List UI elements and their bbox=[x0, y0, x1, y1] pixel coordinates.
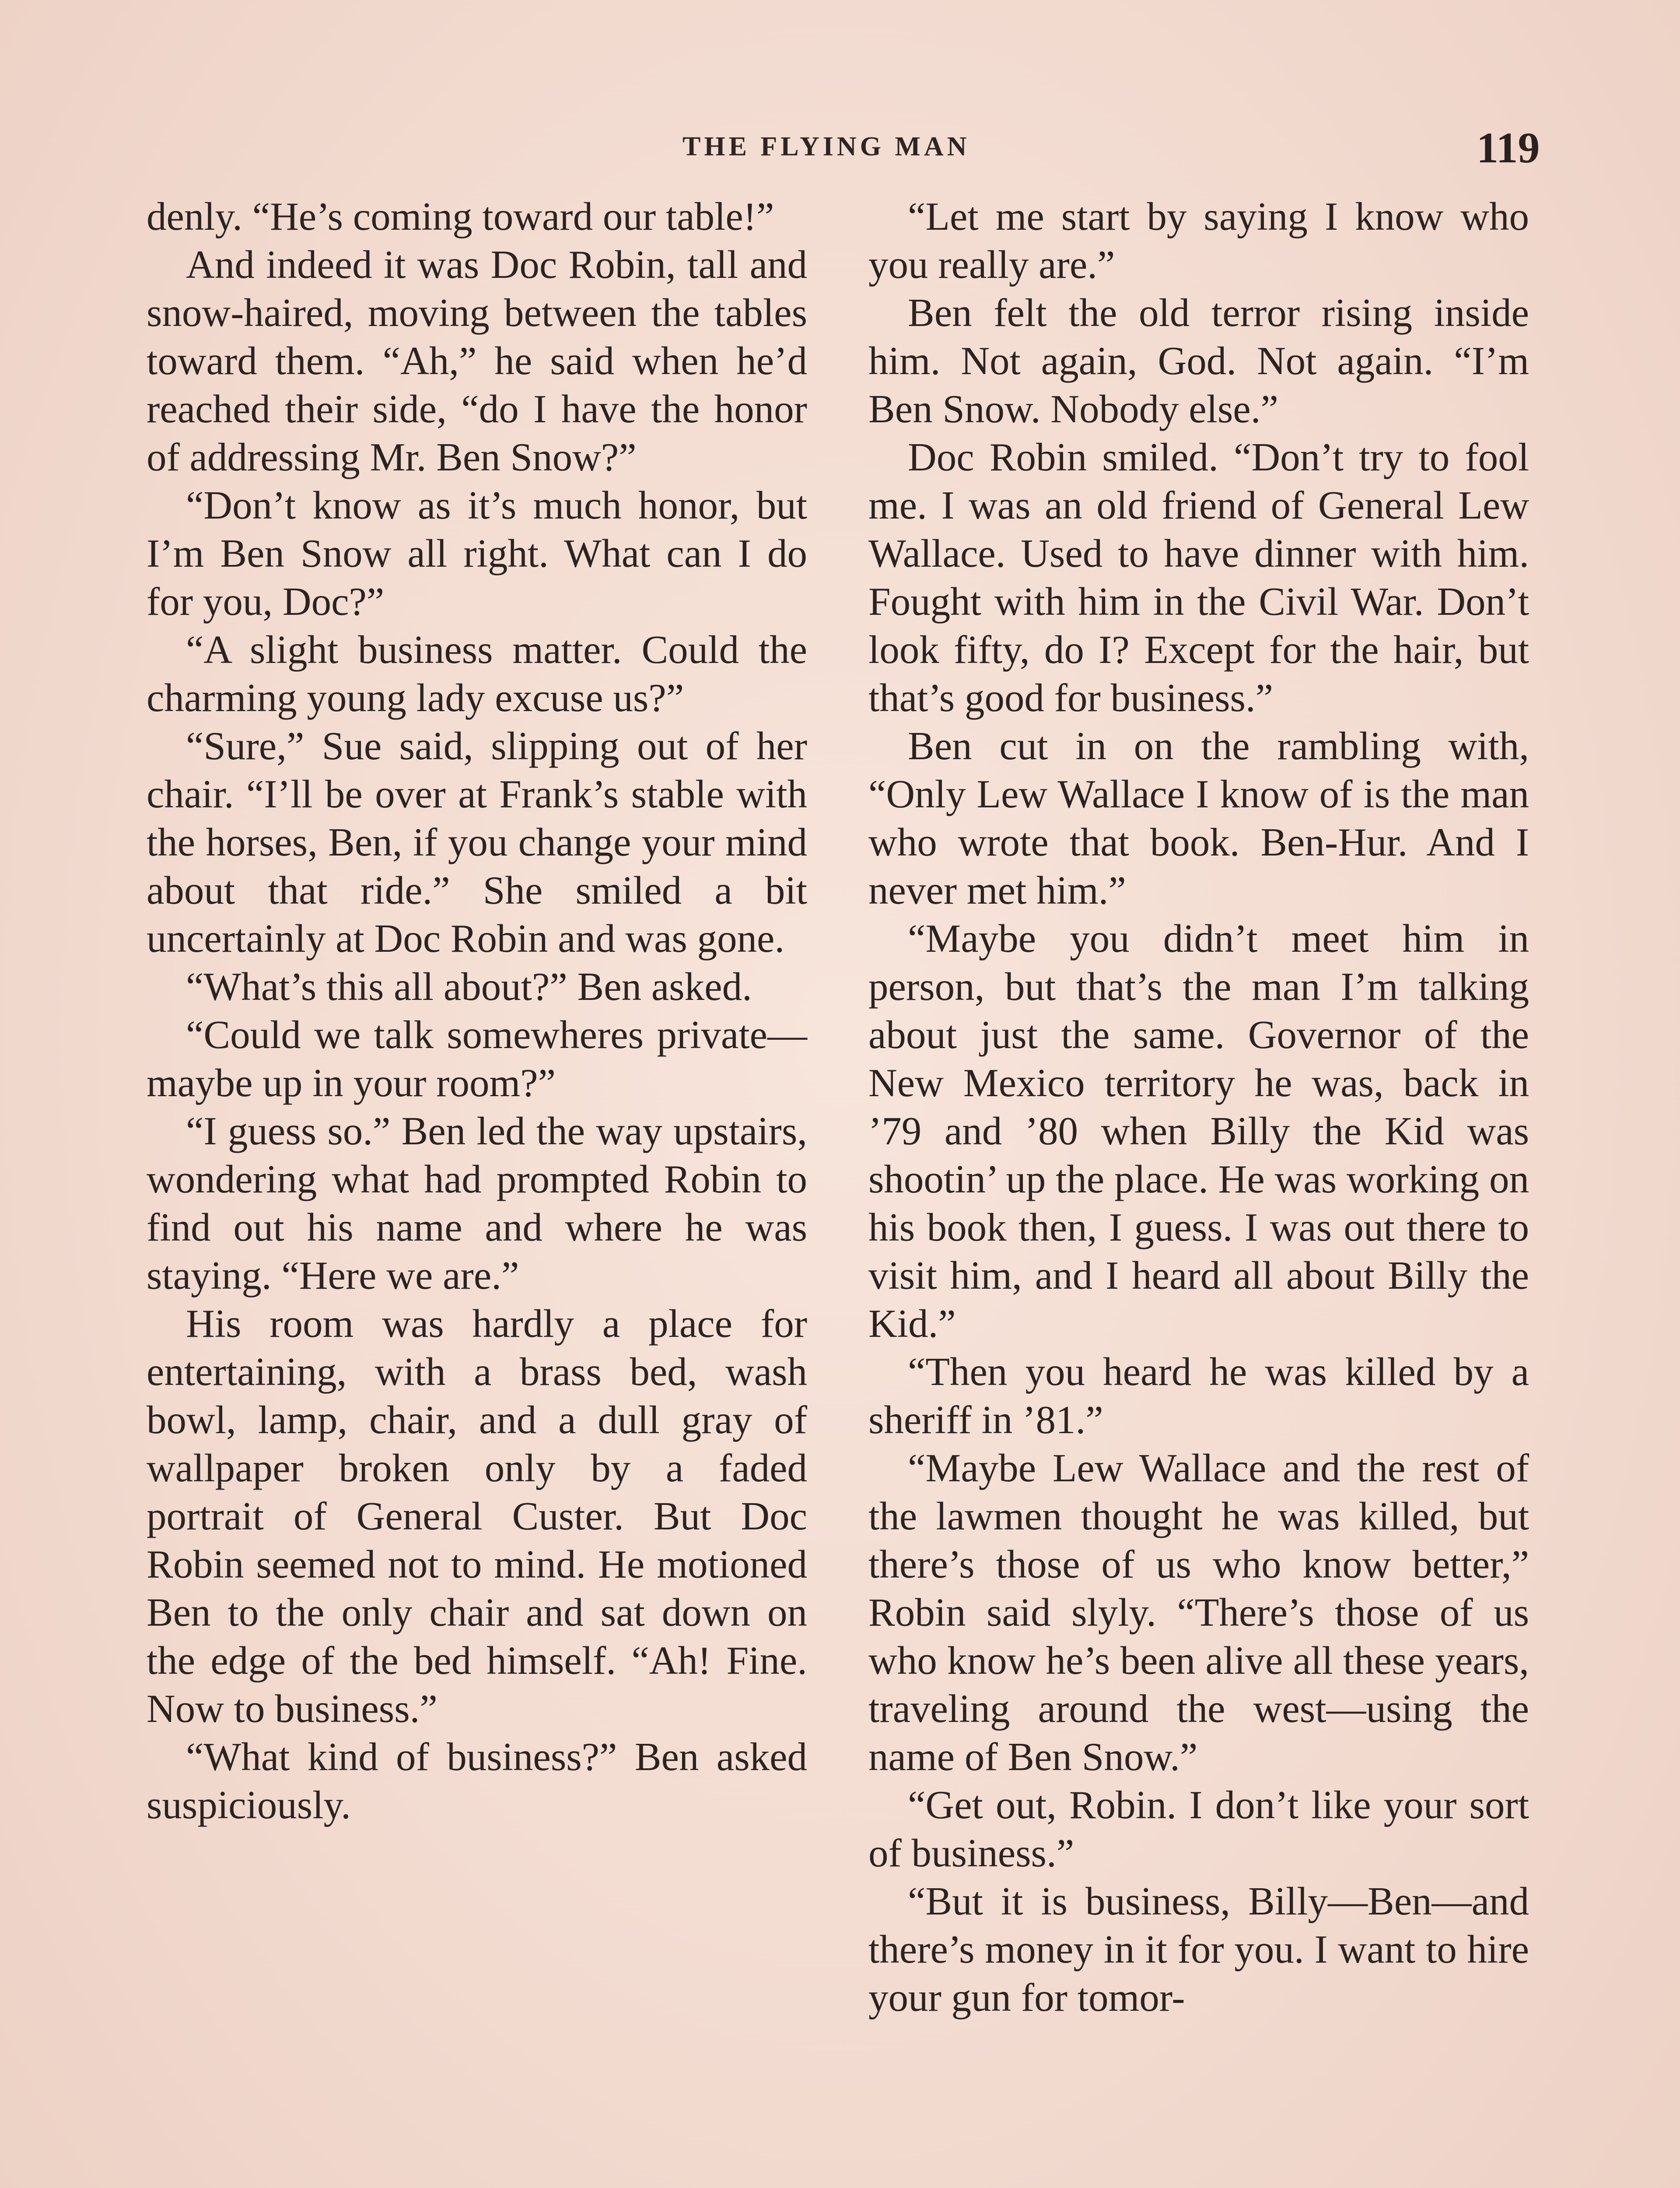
paragraph: “Don’t know as it’s much honor, but I’m Ben Snow all right. What can I do for you, Doc?” bbox=[147, 483, 807, 624]
paragraph: Ben felt the old terror rising inside him. Not again, God. Not again. “I’m Ben Snow. Nobody else.” bbox=[868, 291, 1529, 431]
paragraph: “But it is business, Billy—Ben—and there’s money in it for you. I want to hire your gun for tomor- bbox=[868, 1879, 1529, 2020]
paragraph: “I guess so.” Ben led the way upstairs, wondering what had prompted Robin to find out his name and where he was staying. “Here we are.” bbox=[147, 1109, 807, 1297]
paragraph: “Could we talk somewheres private—maybe up in your room?” bbox=[147, 1013, 807, 1105]
paragraph: “Get out, Robin. I don’t like your sort of business.” bbox=[868, 1783, 1529, 1875]
paragraph: Ben cut in on the rambling with, “Only Lew Wallace I know of is the man who wrote that book. Ben-Hur. And I never met him.” bbox=[868, 724, 1529, 912]
paragraph: His room was hardly a place for entertaining, with a brass bed, wash bowl, lamp, chair, and a dull gray of wallpaper broken only by a faded portrait of General Custer. But Doc Robin seemed not to mind. He motioned Ben to the only chair and sat down on the edge of the bed himself. “Ah! Fine. Now to business.” bbox=[147, 1301, 807, 1731]
paragraph: “Sure,” Sue said, slipping out of her chair. “I’ll be over at Frank’s stable with the horses, Ben, if you change your mind about that ride.” She smiled a bit uncertainly at Doc Robin and was gone. bbox=[147, 724, 807, 961]
paragraph: denly. “He’s coming toward our table!” bbox=[147, 194, 774, 238]
paragraph: “Maybe Lew Wallace and the rest of the lawmen thought he was killed, but there’s those of us who know better,” Robin said slyly. “There’s those of us who know he’s been alive all these years, traveling around the west—using the name of Ben Snow.” bbox=[868, 1446, 1529, 1779]
paragraph: “A slight business matter. Could the charming young lady excuse us?” bbox=[147, 628, 807, 720]
paragraph: “What kind of business?” Ben asked suspiciously. bbox=[147, 1735, 807, 1827]
left-column bbox=[147, 193, 807, 1829]
right-column bbox=[868, 193, 1529, 2022]
paragraph: “Let me start by saying I know who you really are.” bbox=[868, 194, 1529, 287]
page-number: 119 bbox=[1477, 123, 1540, 172]
running-title: THE FLYING MAN bbox=[682, 132, 970, 161]
paragraph: “What’s this all about?” Ben asked. bbox=[186, 964, 752, 1009]
paragraph: “Then you heard he was killed by a sheriff in ’81.” bbox=[868, 1350, 1529, 1442]
paragraph: “Maybe you didn’t meet him in person, but that’s the man I’m talking about just the same. Governor of the New Mexico territory he was, back in ’79 and ’80 when Billy the Kid was shootin’ up the place. He was working on his book then, I guess. I was out there to visit him, and I heard all about Billy the Kid.” bbox=[868, 916, 1529, 1346]
paragraph: And indeed it was Doc Robin, tall and snow-haired, moving between the tables toward them. “Ah,” he said when he’d reached their side, “do I have the honor of addressing Mr. Ben Snow?” bbox=[147, 242, 807, 479]
paragraph: Doc Robin smiled. “Don’t try to fool me. I was an old friend of General Lew Wallace. Used to have dinner with him. Fought with him in the Civil War. Don’t look fifty, do I? Except for the hair, but that’s good for business.” bbox=[868, 435, 1529, 720]
